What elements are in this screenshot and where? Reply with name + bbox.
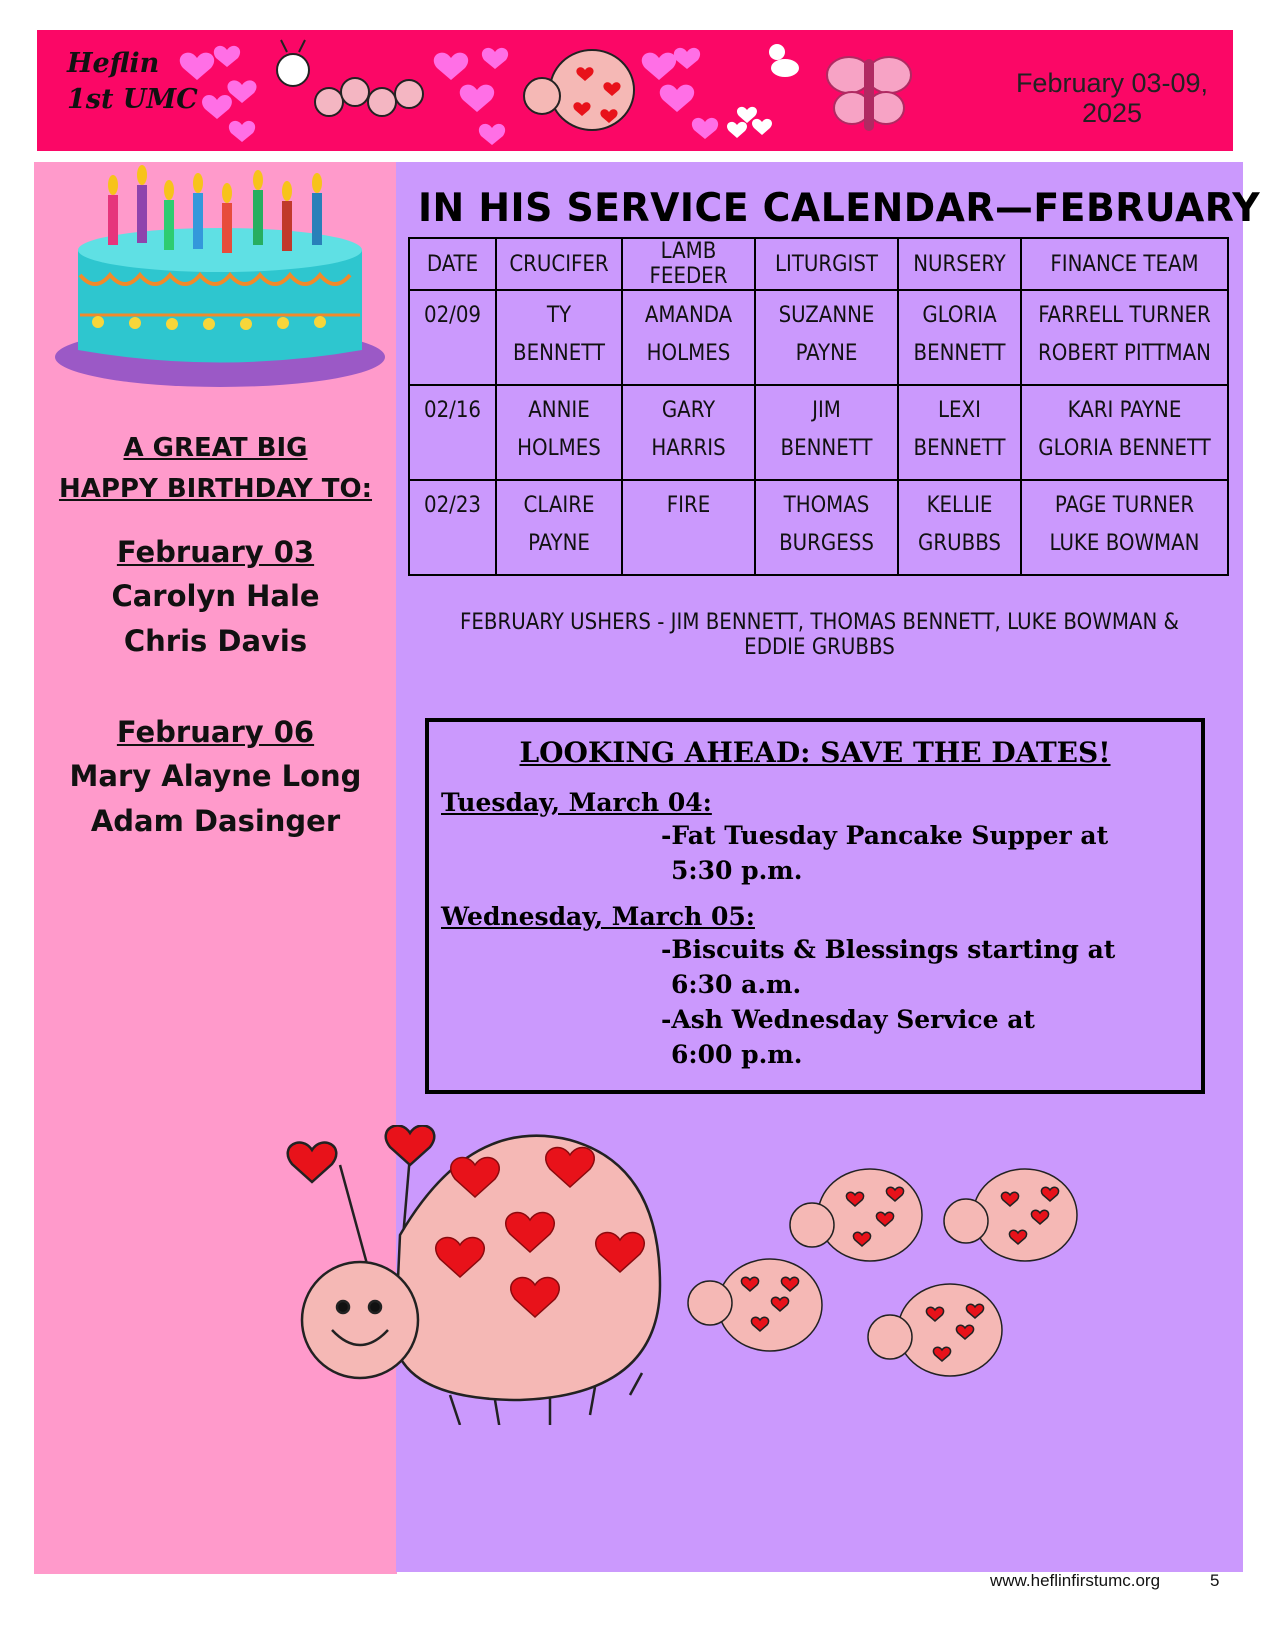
cell-text: FIRE xyxy=(666,493,711,518)
lamb-feeder-cell xyxy=(622,290,755,385)
calendar-title: IN HIS SERVICE CALENDAR—FEBRUARY xyxy=(418,186,1261,231)
cell-text: BURGESS xyxy=(779,531,874,556)
ladybug-decorations xyxy=(270,1125,1220,1425)
crucifer-cell xyxy=(496,385,622,480)
small-ladybug-icon xyxy=(688,1259,822,1351)
cell-text: ROBERT PITTMAN xyxy=(1038,341,1211,366)
cell-text: KELLIE xyxy=(926,493,993,518)
cell-text: GRUBBS xyxy=(918,531,1001,556)
cell-text: 02/16 xyxy=(423,398,482,423)
column-header: DATE xyxy=(409,238,496,290)
nursery-cell xyxy=(898,385,1021,480)
cell-text: SUZANNE xyxy=(778,303,875,328)
finance-team-cell xyxy=(1021,290,1228,385)
cell-text: GLORIA xyxy=(922,303,997,328)
birthday-heading-line2: HAPPY BIRTHDAY TO: xyxy=(58,474,373,504)
table-row xyxy=(409,290,1228,385)
liturgist-cell xyxy=(755,290,898,385)
event-item xyxy=(661,932,1181,1002)
ushers-line: FEBRUARY USHERS - JIM BENNETT, THOMAS BENNETT, LUKE BOWMAN & EDDIE GRUBBS xyxy=(459,610,1179,660)
small-ladybug-icon xyxy=(868,1284,1002,1376)
cell-text: GLORIA BENNETT xyxy=(1038,436,1211,461)
save-the-dates-title: LOOKING AHEAD: SAVE THE DATES! xyxy=(519,736,1111,769)
birthday-date: February 06 xyxy=(116,715,315,749)
date-cell xyxy=(409,480,496,575)
cell-text: FARRELL TURNER xyxy=(1038,303,1211,328)
cell-text: PAYNE xyxy=(795,341,858,366)
event-item xyxy=(661,818,1181,888)
event-text: -Biscuits & Blessings starting at xyxy=(661,935,1116,964)
butterfly-icon xyxy=(827,57,911,130)
church-name: Heflin 1st UMC xyxy=(67,48,198,115)
event-time: 6:30 a.m. xyxy=(671,970,802,999)
cell-text: PAYNE xyxy=(528,531,590,556)
event-day: Wednesday, March 05: xyxy=(441,902,755,931)
cell-text: BENNETT xyxy=(913,436,1006,461)
event-time: 5:30 p.m. xyxy=(671,856,803,885)
liturgist-cell xyxy=(755,480,898,575)
liturgist-cell xyxy=(755,385,898,480)
ladybug-train-icon xyxy=(277,40,423,116)
cell-text: THOMAS xyxy=(783,493,870,518)
finance-team-cell xyxy=(1021,385,1228,480)
cell-text: 02/09 xyxy=(423,303,482,328)
cell-text: BENNETT xyxy=(513,341,605,366)
birthday-group xyxy=(34,530,397,664)
birthday-group xyxy=(34,710,397,844)
birthday-heading xyxy=(34,428,397,510)
cell-text: LEXI xyxy=(938,398,981,423)
footer-url[interactable]: www.heflinfirstumc.org xyxy=(990,1571,1161,1590)
cell-text: GARY xyxy=(661,398,716,423)
lamb-feeder-cell xyxy=(622,385,755,480)
column-header: CRUCIFER xyxy=(496,238,622,290)
table-row xyxy=(409,385,1228,480)
cell-text: BENNETT xyxy=(780,436,873,461)
lamb-feeder-cell xyxy=(622,480,755,575)
column-header: NURSERY xyxy=(898,238,1021,290)
heart-cluster-icon xyxy=(642,48,718,139)
header-banner xyxy=(37,30,1233,151)
nursery-cell xyxy=(898,480,1021,575)
column-header: FINANCE TEAM xyxy=(1021,238,1228,290)
date-cell xyxy=(409,290,496,385)
table-row xyxy=(409,480,1228,575)
birthday-cake-icon xyxy=(50,165,390,405)
cell-text: CLAIRE xyxy=(523,493,595,518)
week-dates-line2: 2025 xyxy=(1081,98,1143,128)
cell-text: LUKE BOWMAN xyxy=(1049,531,1200,556)
cell-text: JIM xyxy=(812,398,841,423)
table-header-row xyxy=(409,238,1228,290)
birthday-name: Chris Davis xyxy=(123,624,308,658)
column-header: LAMB FEEDER xyxy=(622,238,755,290)
cell-text: HOLMES xyxy=(646,341,731,366)
service-calendar-table xyxy=(408,237,1229,576)
cell-text: KARI PAYNE xyxy=(1067,398,1182,423)
cell-text: ANNIE xyxy=(528,398,590,423)
birthday-name: Mary Alayne Long xyxy=(69,759,362,793)
finance-team-cell xyxy=(1021,480,1228,575)
event-text: -Fat Tuesday Pancake Supper at xyxy=(661,821,1109,850)
event-item xyxy=(661,1002,1181,1072)
cell-text: 02/23 xyxy=(423,493,482,518)
cupid-icon xyxy=(727,44,799,138)
birthday-date: February 03 xyxy=(116,535,315,569)
page-number: 5 xyxy=(1210,1571,1220,1590)
heart-cluster-icon xyxy=(434,48,508,145)
event-time: 6:00 p.m. xyxy=(671,1040,803,1069)
event-day: Tuesday, March 04: xyxy=(441,788,712,817)
week-dates xyxy=(997,68,1227,128)
cell-text: HARRIS xyxy=(651,436,726,461)
date-cell xyxy=(409,385,496,480)
week-dates-line1: February 03-09, xyxy=(1015,68,1209,98)
event-text: -Ash Wednesday Service at xyxy=(661,1005,1035,1034)
cell-text: AMANDA xyxy=(644,303,733,328)
birthday-name: Carolyn Hale xyxy=(111,579,320,613)
small-ladybug-icon xyxy=(790,1169,922,1261)
cell-text: BENNETT xyxy=(913,341,1006,366)
nursery-cell xyxy=(898,290,1021,385)
save-the-dates-box xyxy=(425,718,1205,1094)
crucifer-cell xyxy=(496,290,622,385)
cell-text: PAGE TURNER xyxy=(1054,493,1195,518)
column-header: LITURGIST xyxy=(755,238,898,290)
birthday-name: Adam Dasinger xyxy=(90,804,341,838)
birthday-heading-line1: A GREAT BIG xyxy=(123,433,308,463)
cell-text: TY xyxy=(546,303,572,328)
crucifer-cell xyxy=(496,480,622,575)
ladybug-icon xyxy=(524,50,634,130)
cell-text: HOLMES xyxy=(517,436,601,461)
small-ladybug-icon xyxy=(944,1169,1077,1261)
